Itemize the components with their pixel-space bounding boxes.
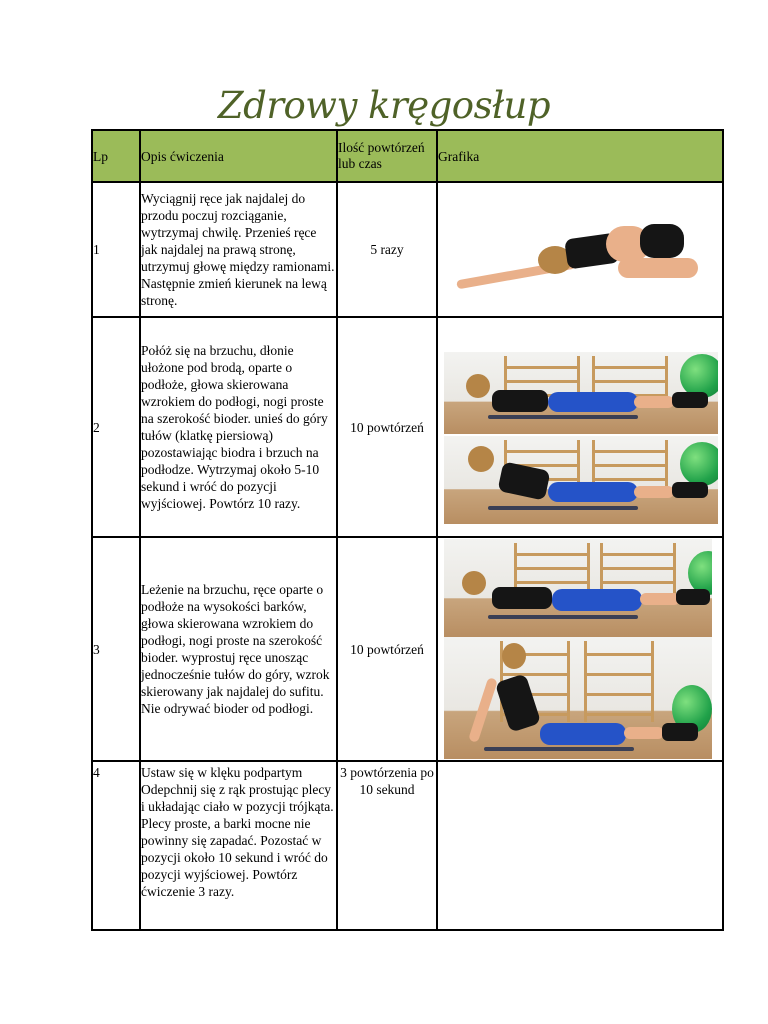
wall-bars <box>584 641 654 722</box>
exercise-table <box>91 129 724 931</box>
exercise-graphic-cell <box>437 537 723 761</box>
leggings <box>552 589 642 611</box>
mat <box>488 506 638 510</box>
exercise-description: Wyciągnij ręce jak najdalej do przodu poczuj rozciąganie, wytrzymaj chwilę. Przenieś ręce jak najdalej na prawą stronę, utrzymuj głowę między ramionami. Następnie zmień kierunek na lewą stronę. <box>140 182 337 317</box>
table-row <box>92 182 723 317</box>
repetition-count: 10 powtórzeń <box>337 317 437 537</box>
repetition-count: 3 powtórzenia po 10 sekund <box>337 761 437 930</box>
exercise-graphic-cell <box>437 317 723 537</box>
table-row <box>92 761 723 930</box>
row-number: 4 <box>92 761 140 930</box>
top <box>492 390 548 412</box>
header-row <box>92 130 723 182</box>
shoes <box>662 723 698 741</box>
leggings <box>540 723 626 745</box>
row-number: 1 <box>92 182 140 317</box>
header-opis: Opis ćwiczenia <box>140 130 337 182</box>
exercise-graphic-cell <box>437 182 723 317</box>
page-title: Zdrowy kręgosłup <box>217 84 551 127</box>
head <box>468 446 494 472</box>
head <box>466 374 490 398</box>
repetition-count: 5 razy <box>337 182 437 317</box>
arms <box>468 677 498 743</box>
shoes <box>676 589 710 605</box>
leggings <box>548 482 638 502</box>
exercise-description: Połóż się na brzuchu, dłonie ułożone pod brodą, oparte o podłoże, głowa skierowana wzrokiem do podłogi, nogi proste na szerokość bioder. unieś do góry tułów (klatkę piersiową) pozostawiając biodra i brzuch na podłodze. Wytrzymaj około 5-10 sekund i wróć do pozycji wyjściowej. Powtórz 10 razy. <box>140 317 337 537</box>
table-row <box>92 537 723 761</box>
table-row <box>92 317 723 537</box>
header-ilosc: Ilość powtórzeń lub czas <box>337 130 437 182</box>
head <box>462 571 486 595</box>
shoes <box>672 482 708 498</box>
row-number: 3 <box>92 537 140 761</box>
leggings <box>548 392 638 412</box>
exercise-description: Ustaw się w klęku podpartym Odepchnij się z rąk prostując plecy i układając ciało w pozycji trójkąta. Plecy proste, a barki mocne nie powinny się zapadać. Pozostać w pozycji około 10 sekund i wróć do pozycji wyjściowej. Powtórz ćwiczenie 3 razy. <box>140 761 337 930</box>
calves <box>634 486 674 498</box>
fitness-ball <box>680 442 718 486</box>
prone-photo-2 <box>444 436 718 524</box>
header-lp: Lp <box>92 130 140 182</box>
exercise-description: Leżenie na brzuchu, ręce oparte o podłoże na wysokości barków, głowa skierowana wzrokiem do podłogi, nogi proste na szerokość bioder. wyprostuj ręce unosząc jednocześnie tułów do góry, wzrok skierowany jak najdalej do sufitu. Nie odrywać bioder od podłogi. <box>140 537 337 761</box>
calves <box>634 396 674 408</box>
legs <box>618 258 698 278</box>
cobra-photo-1 <box>444 539 712 637</box>
top <box>492 587 552 609</box>
shorts <box>640 224 684 258</box>
mat <box>488 415 638 419</box>
prone-photo-1 <box>444 352 718 434</box>
mat <box>488 615 638 619</box>
cobra-photo-2 <box>444 637 712 759</box>
calves <box>640 593 680 605</box>
calves <box>624 727 664 739</box>
head <box>502 643 526 669</box>
shoes <box>672 392 708 408</box>
repetition-count: 10 powtórzeń <box>337 537 437 761</box>
mat <box>484 747 634 751</box>
row-number: 2 <box>92 317 140 537</box>
child-pose-photo <box>438 184 722 315</box>
exercise-graphic-cell <box>437 761 723 930</box>
header-grafika: Grafika <box>437 130 723 182</box>
